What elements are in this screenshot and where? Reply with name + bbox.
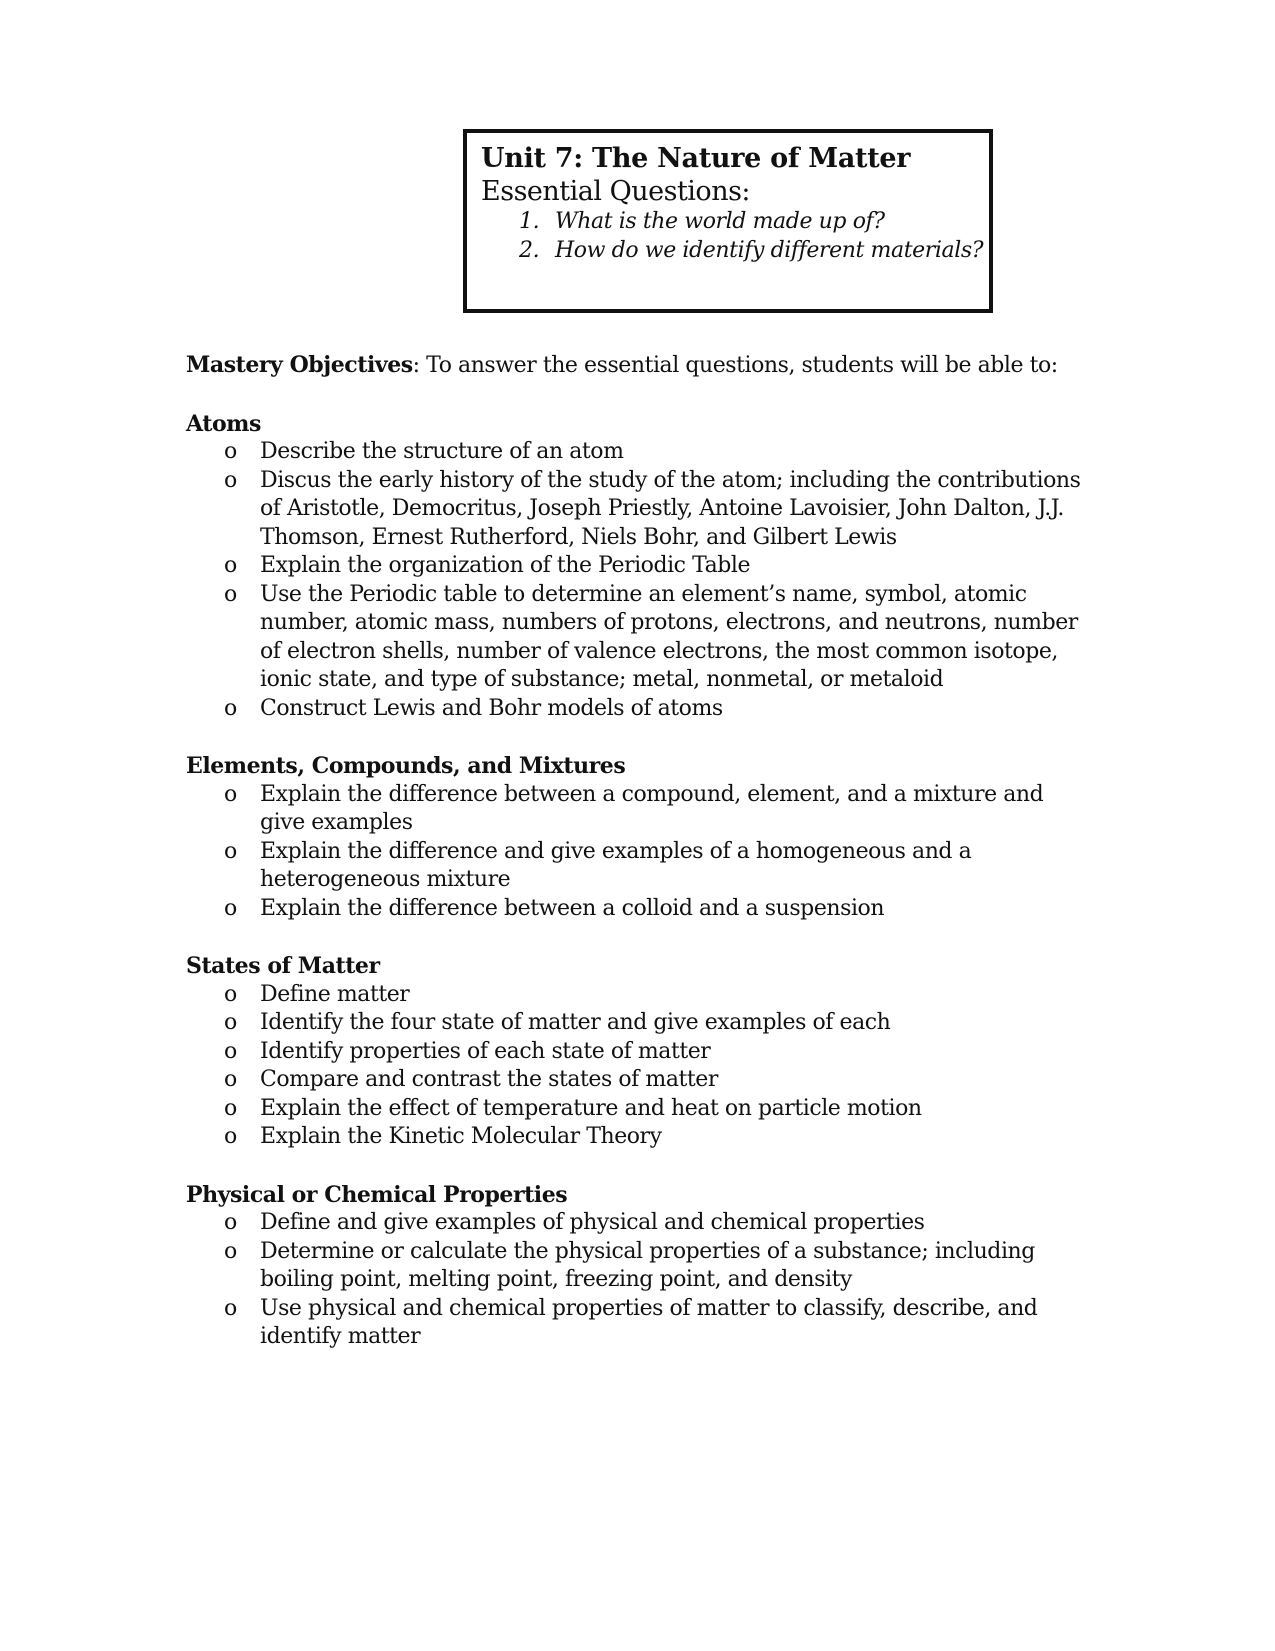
mastery-objectives-intro xyxy=(186,351,1086,381)
objective-text: Compare and contrast the states of matter xyxy=(260,1067,718,1092)
document-body xyxy=(186,351,1086,1381)
objective-text: Explain the difference and give examples of a homogeneous and a heterogeneous mixture xyxy=(260,838,972,892)
bullet-circle-icon: o xyxy=(224,781,237,807)
objective-item xyxy=(186,1238,1086,1295)
objective-item xyxy=(186,1209,1086,1238)
question-text: How do we identify different materials? xyxy=(555,237,984,263)
objective-section xyxy=(186,410,1086,724)
objective-text: Discus the early history of the study of the atom; including the contributions of Aristotle, Democritus, Joseph Priestly, Antoine Lavoisier, John Dalton, J.J. Thomson, Ernest Rutherford, Niels Bohr, and Gilbert Lewis xyxy=(260,467,1081,550)
section-heading: Physical or Chemical Properties xyxy=(186,1181,568,1208)
unit-title-box xyxy=(463,129,993,313)
objective-text: Explain the effect of temperature and heat on particle motion xyxy=(260,1095,922,1121)
objective-item xyxy=(186,467,1086,553)
objective-item xyxy=(186,695,1086,724)
objective-item xyxy=(186,1066,1086,1095)
bullet-circle-icon: o xyxy=(224,1067,237,1092)
section-heading: Elements, Compounds, and Mixtures xyxy=(186,753,626,779)
objective-item xyxy=(186,981,1086,1010)
bullet-circle-icon: o xyxy=(224,581,237,607)
objective-item xyxy=(186,1095,1086,1124)
objective-item xyxy=(186,781,1086,838)
objective-list xyxy=(186,1209,1086,1352)
section-heading: Atoms xyxy=(186,410,261,437)
unit-title: Unit 7: The Nature of Matter xyxy=(481,143,911,174)
essential-questions-list xyxy=(481,208,989,265)
section-heading: States of Matter xyxy=(186,953,380,979)
mastery-objectives-label: Mastery Objectives xyxy=(186,352,413,378)
bullet-circle-icon: o xyxy=(224,1238,237,1264)
objective-text: Determine or calculate the physical properties of a substance; including boiling point, melting point, freezing point, and density xyxy=(260,1238,1035,1292)
objective-text: Construct Lewis and Bohr models of atoms xyxy=(260,695,723,721)
bullet-circle-icon: o xyxy=(224,439,237,464)
bullet-circle-icon: o xyxy=(224,1124,237,1149)
bullet-circle-icon: o xyxy=(224,695,237,721)
question-text: What is the world made up of? xyxy=(555,209,885,234)
bullet-circle-icon: o xyxy=(224,1010,237,1035)
bullet-circle-icon: o xyxy=(224,1038,237,1064)
bullet-circle-icon: o xyxy=(224,1295,237,1321)
objective-text: Explain the Kinetic Molecular Theory xyxy=(260,1124,662,1149)
objective-item xyxy=(186,838,1086,895)
objective-item xyxy=(186,1009,1086,1038)
objective-sections xyxy=(186,410,1086,1352)
bullet-circle-icon: o xyxy=(224,838,237,864)
objective-text: Use physical and chemical properties of matter to classify, describe, and identify matter xyxy=(260,1295,1038,1349)
objective-item xyxy=(186,581,1086,695)
objective-item xyxy=(186,552,1086,581)
objective-section xyxy=(186,1181,1086,1352)
question-number: 1. xyxy=(519,209,540,234)
bullet-circle-icon: o xyxy=(224,1095,237,1121)
objective-item xyxy=(186,1038,1086,1067)
bullet-circle-icon: o xyxy=(224,1210,237,1235)
bullet-circle-icon: o xyxy=(224,553,237,578)
objective-section xyxy=(186,752,1086,923)
essential-questions-label: Essential Questions: xyxy=(481,176,751,207)
objective-list xyxy=(186,981,1086,1152)
bullet-circle-icon: o xyxy=(224,981,237,1007)
mastery-objectives-text: : To answer the essential questions, students will be able to: xyxy=(412,353,1058,378)
objective-list xyxy=(186,438,1086,723)
objective-text: Explain the organization of the Periodic Table xyxy=(260,553,751,578)
bullet-circle-icon: o xyxy=(224,895,237,921)
objective-item xyxy=(186,1123,1086,1152)
objective-text: Use the Periodic table to determine an element’s name, symbol, atomic number, atomic mass, numbers of protons, electrons, and neutrons, number of electron shells, number of valence electrons, the most common isotope, ionic state, and type of substance; metal, nonmetal, or metaloid xyxy=(260,581,1078,692)
bullet-circle-icon: o xyxy=(224,467,237,493)
objective-list xyxy=(186,781,1086,924)
essential-question xyxy=(481,237,989,266)
objective-section xyxy=(186,952,1086,1152)
objective-text: Explain the difference between a compound, element, and a mixture and give examples xyxy=(260,781,1044,835)
objective-text: Describe the structure of an atom xyxy=(260,439,624,464)
objective-text: Identify the four state of matter and give examples of each xyxy=(260,1010,891,1035)
objective-text: Define matter xyxy=(260,981,410,1007)
objective-text: Define and give examples of physical and chemical properties xyxy=(260,1210,925,1235)
question-number: 2. xyxy=(519,237,540,263)
objective-item xyxy=(186,895,1086,924)
objective-item xyxy=(186,1295,1086,1352)
objective-item xyxy=(186,438,1086,467)
essential-question xyxy=(481,208,989,237)
objective-text: Identify properties of each state of matter xyxy=(260,1038,711,1064)
objective-text: Explain the difference between a colloid and a suspension xyxy=(260,895,885,921)
